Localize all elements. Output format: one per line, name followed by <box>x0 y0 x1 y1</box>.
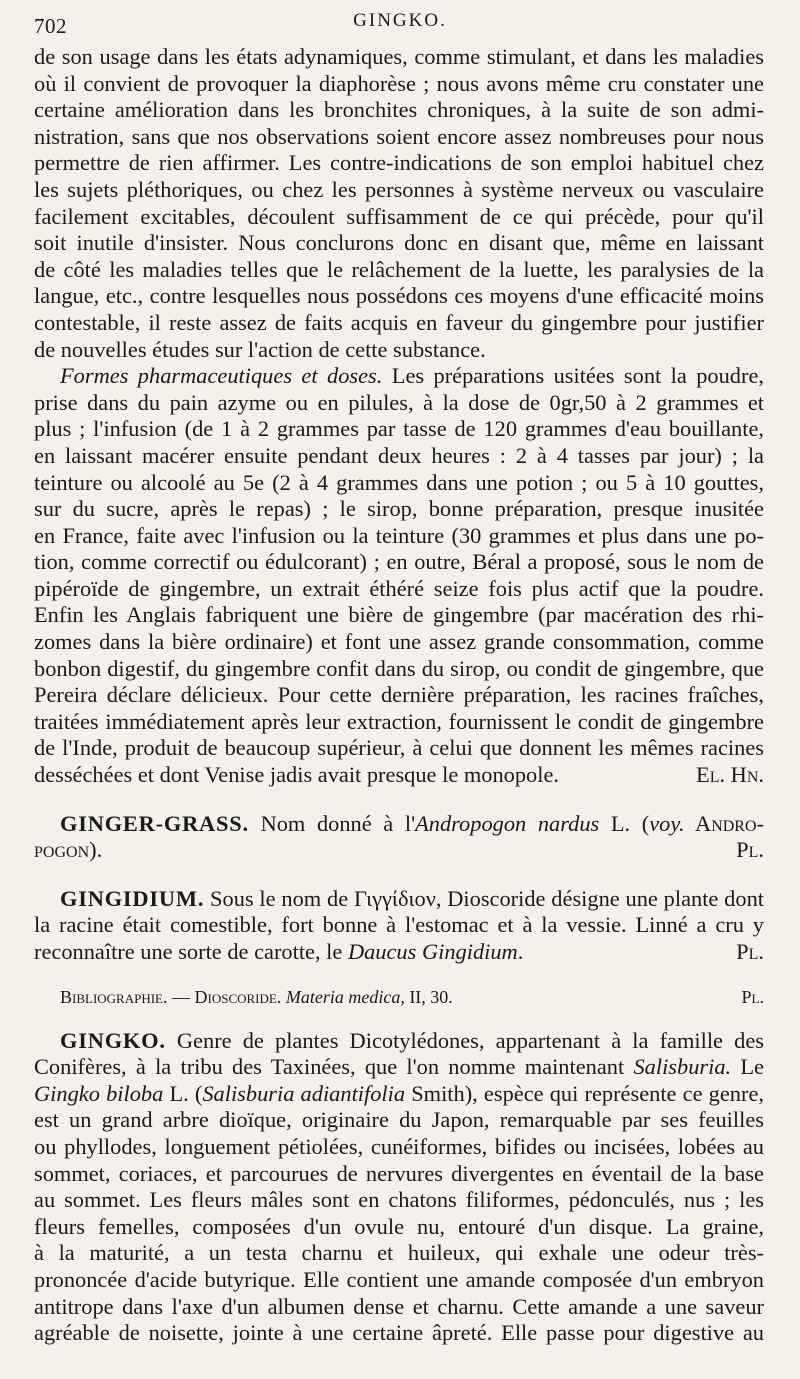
running-title: GINGKO. <box>353 10 447 31</box>
text-line: tion, comme correctif ou édulcorant) ; en outre, Béral a proposé, sous le nom de <box>34 549 764 575</box>
text-fragment: Salisburia. <box>633 1054 732 1080</box>
text-line: facilement excitables, découlent suffisamment de ce qui précède, pour qu'il <box>34 203 764 229</box>
text-line: teinture ou alcoolé au 5e (2 à 4 grammes dans une potion ; ou 5 à 10 gouttes, <box>34 469 764 495</box>
text-fragment: pogon). <box>34 837 103 863</box>
text-line: antitrope dans l'axe d'un albumen dense et charnu. Cette amande a une saveur <box>34 1293 764 1319</box>
text-line: de côté les maladies telles que le relâchement de la luette, les paralysies de la <box>34 256 764 282</box>
entry-ginger-grass <box>34 811 764 838</box>
text-line: Pereira déclare délicieux. Pour cette dernière préparation, les racines fraîches, <box>34 682 764 708</box>
text-fragment: Gingko biloba <box>34 1080 164 1106</box>
text-line: de l'Inde, produit de beaucoup supérieur, à celui que donnent les mêmes racines <box>34 735 764 761</box>
text-line: sommet, coriaces, et parcourues de nervures divergentes en éventail de la base <box>34 1160 764 1186</box>
page-number: 702 <box>34 14 67 38</box>
text-body <box>34 44 764 1347</box>
text-line: est un grand arbre dioïque, originaire du Japon, remarquable par ses feuilles <box>34 1107 764 1133</box>
text-fragment: Andro- <box>684 810 764 836</box>
bibliography-line <box>34 984 764 1010</box>
entry-heading: GINGER-GRASS. <box>60 810 249 836</box>
page-header <box>34 6 766 36</box>
text-line: prononcée d'acide butyrique. Elle contient une amande composée d'un embryon <box>34 1266 764 1292</box>
text-fragment: L. ( <box>163 1080 203 1106</box>
text-line: nistration, sans que nos observations soient encore assez nombreuses pour nous <box>34 123 764 149</box>
text-fragment: reconnaître une sorte de carotte, le <box>34 939 348 964</box>
text-line: certaine amélioration dans les bronchites chroniques, à la suite de son admi- <box>34 97 764 123</box>
author-signature: Pl. <box>736 837 764 863</box>
text-line: de son usage dans les états adynamiques, comme stimulant, et dans les maladies <box>34 44 764 69</box>
text-fragment: Bibliographie. — Dioscoride. <box>60 986 286 1007</box>
text-line <box>34 1081 764 1108</box>
text-fragment: Genre de plantes Dicotylédones, appartenant à la famille des <box>176 1027 764 1053</box>
author-signature: El. Hn. <box>696 762 764 788</box>
text-fragment: Smith), espèce qui représente ce genre, <box>405 1080 764 1106</box>
text-line: permettre de rien affirmer. Les contre-indications de son emploi habituel chez <box>34 150 764 176</box>
text-line: traitées immédiatement après leur extraction, fournissent le condit de gingembre <box>34 708 764 734</box>
text-fragment: Daucus Gingidium <box>347 939 518 964</box>
text-line: les sujets pléthoriques, ou chez les personnes à système nerveux ou vasculaire <box>34 176 764 202</box>
text-fragment: Nom donné à l' <box>260 810 416 836</box>
text-line: de nouvelles études sur l'action de cette substance. <box>34 336 486 362</box>
text-line <box>34 837 764 864</box>
text-line: langue, etc., contre lesquelles nous possédons ces moyens d'une efficacité moins <box>34 283 764 309</box>
text-fragment: Conifères, à la tribu des Taxinées, que l'on nomme maintenant <box>34 1054 634 1080</box>
text-line <box>34 1054 764 1081</box>
text-line: à la maturité, a un testa charnu et huileux, qui exhale une odeur très- <box>34 1240 764 1266</box>
text-fragment: Salisburia adiantifolia <box>202 1080 406 1106</box>
text-fragment: desséchées et dont Venise jadis avait presque le monopole. <box>34 762 559 788</box>
text-fragment: Materia medica, <box>285 986 405 1007</box>
text-line: prise dans du pain azyme ou en pilules, à la dose de 0gr,50 à 2 grammes et <box>34 389 764 415</box>
entry-gingko <box>34 1028 764 1055</box>
author-signature: Pl. <box>741 986 764 1007</box>
text-fragment: Sous le nom de Γιγγίδιον, Dioscoride désigne une plante dont <box>210 885 764 911</box>
text-line: où il convient de provoquer la diaphorèse ; nous avons même cru constater une <box>34 70 764 96</box>
entry-gingidium <box>34 886 764 913</box>
author-signature: Pl. <box>736 939 764 964</box>
text-fragment: II, 30. <box>404 986 453 1007</box>
text-fragment: Le <box>731 1054 764 1080</box>
text-line: fleurs femelles, composées d'un ovule nu, entouré d'un disque. La graine, <box>34 1213 764 1239</box>
text-line: bonbon digestif, du gingembre confit dans du sirop, ou condit de gingembre, que <box>34 655 764 681</box>
text-line: soit inutile d'insister. Nous conclurons donc en disant que, même en laissant <box>34 230 764 256</box>
text-line <box>34 363 764 390</box>
text-line: au sommet. Les fleurs mâles sont en chatons filiformes, pédonculés, nus ; les <box>34 1187 764 1213</box>
text-line: sur du sucre, après le repas) ; le sirop, bonne préparation, presque inusitée <box>34 496 764 522</box>
text-fragment: Andropogon nardus <box>415 810 600 836</box>
text-line: Enfin les Anglais fabriquent une bière de gingembre (par macération des rhi- <box>34 602 764 628</box>
entry-heading: GINGIDIUM. <box>60 885 205 911</box>
text-line: pipéroïde de gingembre, un extrait éthéré seize fois plus actif que la poudre. <box>34 575 764 601</box>
text-line: ou phyllodes, longuement pétiolées, cunéiformes, bifides ou incisées, lobées au <box>34 1133 764 1159</box>
text-fragment: voy. <box>649 810 685 836</box>
text-line: la racine était comestible, fort bonne à l'estomac et à la vessie. Linné a cru y <box>34 912 764 938</box>
section-subheading: Formes pharmaceutiques et doses. <box>60 363 383 389</box>
text-line: zomes dans la bière ordinaire) et font une assez grande consommation, comme <box>34 629 764 655</box>
text-line <box>34 939 764 966</box>
text-line: contestable, il reste assez de faits acquis en faveur du gingembre pour justifier <box>34 309 764 335</box>
text-line: plus ; l'infusion (de 1 à 2 grammes par tasse de 120 grammes d'eau bouillante, <box>34 416 764 442</box>
text-fragment: Les préparations usitées sont la poudre, <box>391 363 764 389</box>
entry-heading: GINGKO. <box>60 1027 166 1053</box>
text-line: en France, faite avec l'infusion ou la teinture (30 grammes et plus dans une po- <box>34 522 764 548</box>
text-fragment: L. ( <box>599 810 650 836</box>
text-line: en laissant macérer ensuite pendant deux heures : 2 à 4 tasses par jour) ; la <box>34 442 764 468</box>
text-line: agréable de noisette, jointe à une certaine âpreté. Elle passe pour digestive au <box>34 1320 764 1346</box>
text-fragment: . <box>517 939 524 964</box>
text-line <box>34 762 764 789</box>
